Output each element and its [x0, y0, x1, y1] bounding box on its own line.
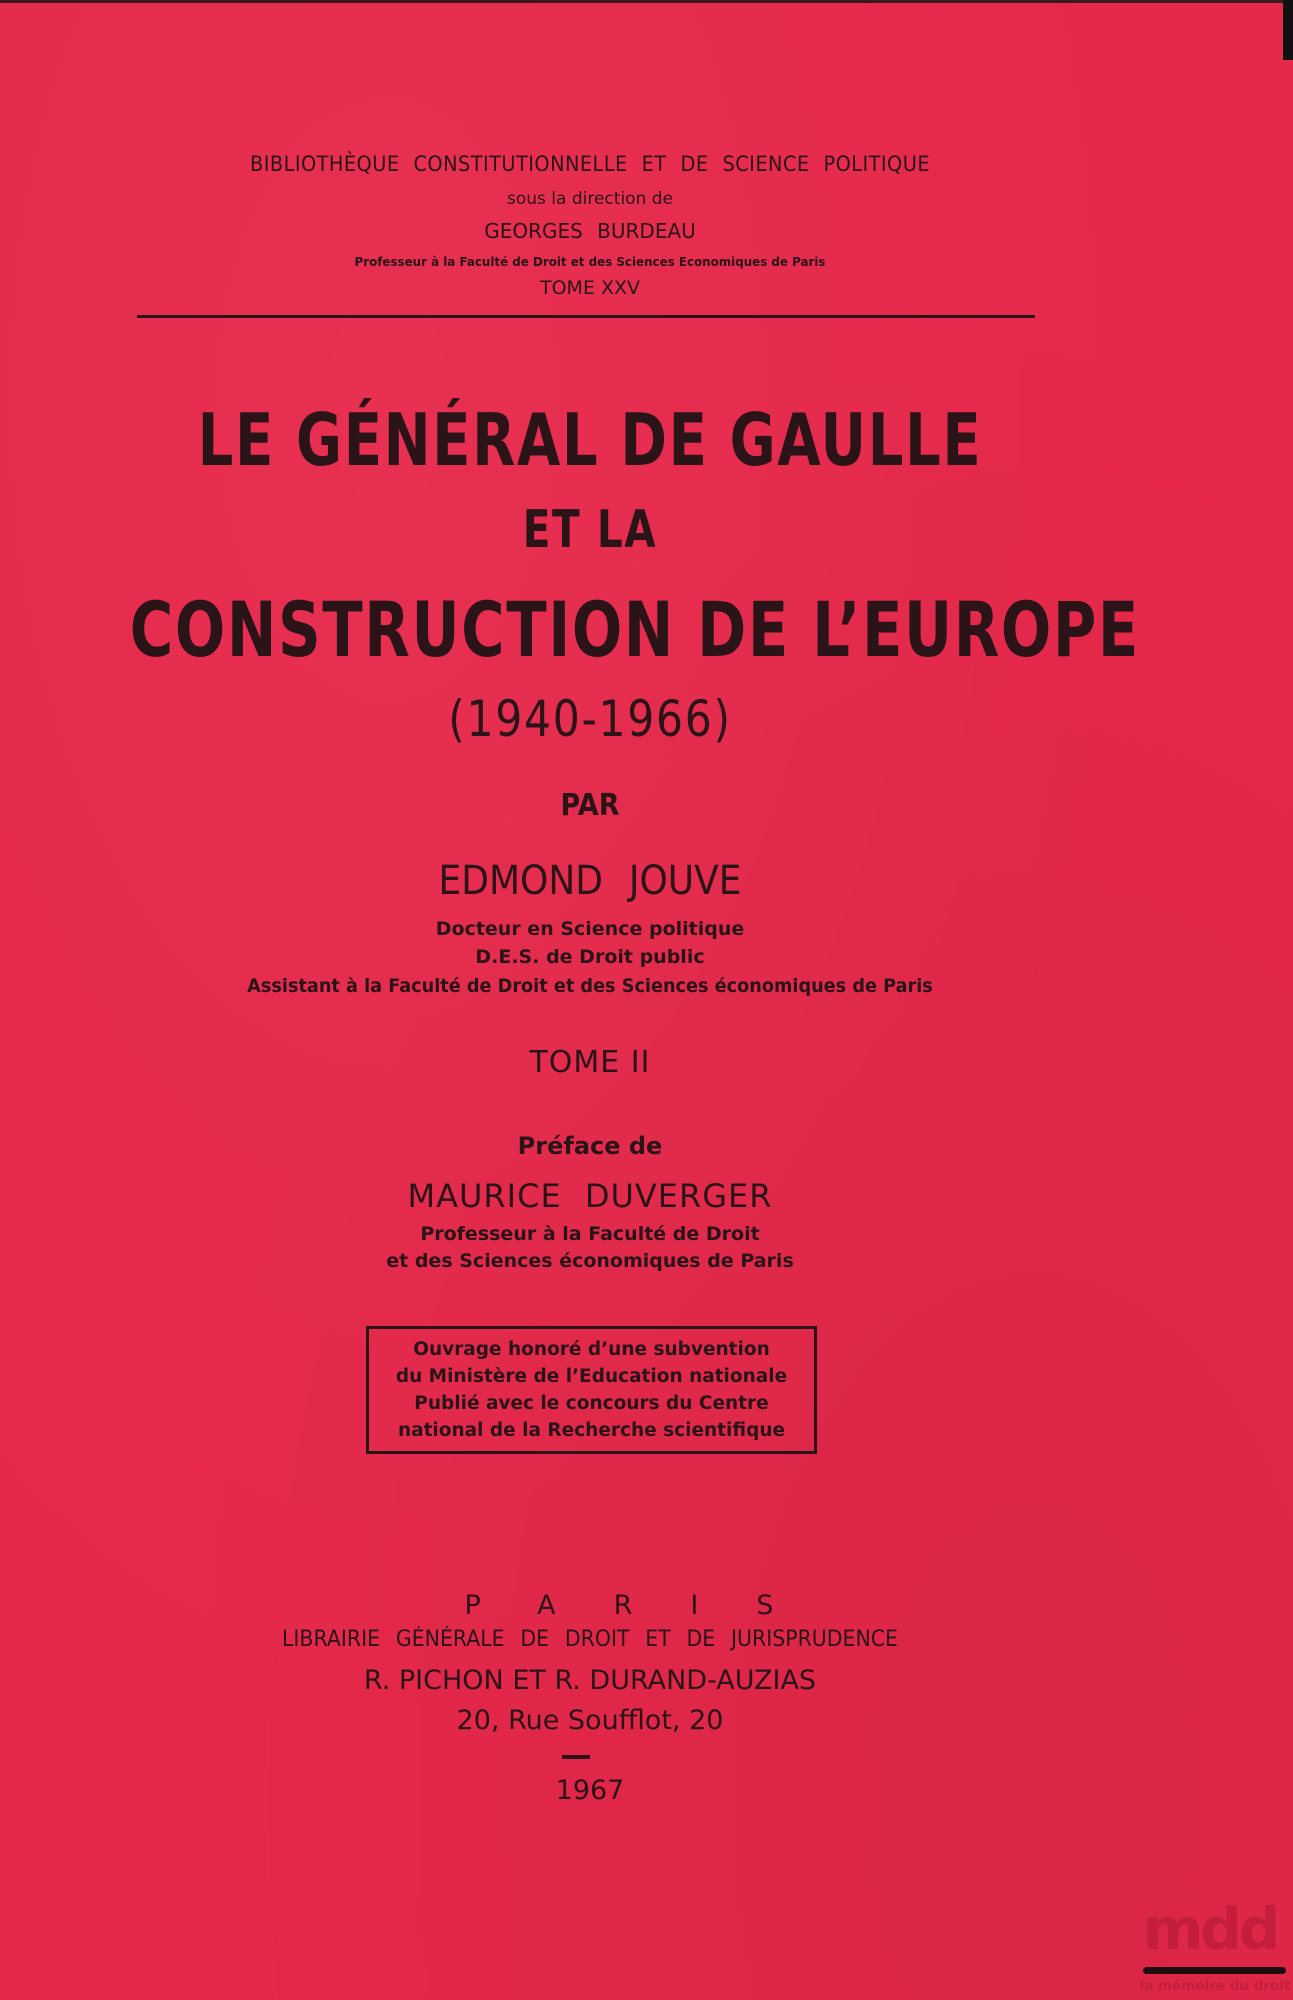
by-label: PAR	[560, 788, 620, 823]
direction-label: sous la direction de	[507, 189, 673, 209]
book-title-line-2: ET LA	[522, 500, 658, 560]
preface-author: MAURICE DUVERGER	[407, 1177, 773, 1215]
publication-year: 1967	[555, 1775, 625, 1806]
volume-number: TOME II	[529, 1045, 651, 1080]
scan-edge-right	[1283, 0, 1293, 60]
header-rule	[137, 315, 1035, 318]
series-director: GEORGES BURDEAU	[484, 219, 696, 243]
watermark-text: la mémoire du droit	[1139, 1978, 1291, 1994]
author-credential: D.E.S. de Droit public	[475, 946, 705, 968]
preface-author-credential: Professeur à la Faculté de Droit	[420, 1223, 760, 1245]
imprint-city: PARIS	[464, 1590, 832, 1621]
grant-notice-line: national de la Recherche scientifique	[397, 1420, 786, 1441]
series-title: BIBLIOTHÈQUE CONSTITUTIONNELLE ET DE SCIENCE POLITIQUE	[250, 152, 930, 176]
logo-underline	[1143, 1967, 1286, 1974]
publisher-address: 20, Rue Soufflot, 20	[456, 1705, 724, 1736]
watermark-logo	[1135, 1895, 1291, 1995]
mdd-logo-icon: mdd	[1142, 1895, 1278, 1963]
author-credential: Assistant à la Faculté de Droit et des Sciences économiques de Paris	[247, 975, 933, 997]
grant-notice-line: Ouvrage honoré d’une subvention	[413, 1339, 770, 1360]
imprint-dash	[562, 1755, 590, 1759]
book-title-line-1: LE GÉNÉRAL DE GAULLE	[197, 398, 983, 482]
grant-notice-line: Publié avec le concours du Centre	[414, 1393, 769, 1414]
scan-edge-top	[0, 0, 1293, 3]
preface-author-credential: et des Sciences économiques de Paris	[386, 1250, 794, 1272]
grant-notice-box	[366, 1326, 817, 1454]
book-title-line-3: CONSTRUCTION DE L’EUROPE	[129, 585, 1140, 674]
publisher-name: LIBRAIRIE GÉNÉRALE DE DROIT ET DE JURISPRUDENCE	[281, 1627, 898, 1652]
preface-label: Préface de	[517, 1132, 663, 1160]
grant-notice-line: du Ministère de l’Education nationale	[395, 1366, 788, 1387]
series-volume: TOME XXV	[539, 277, 641, 299]
book-title-dates: (1940-1966)	[448, 690, 732, 748]
publisher-owners: R. PICHON ET R. DURAND-AUZIAS	[363, 1665, 817, 1696]
series-director-title: Professeur à la Faculté de Droit et des Sciences Economiques de Paris	[354, 254, 826, 269]
author-name: EDMOND JOUVE	[438, 858, 742, 904]
author-credential: Docteur en Science politique	[435, 918, 745, 940]
